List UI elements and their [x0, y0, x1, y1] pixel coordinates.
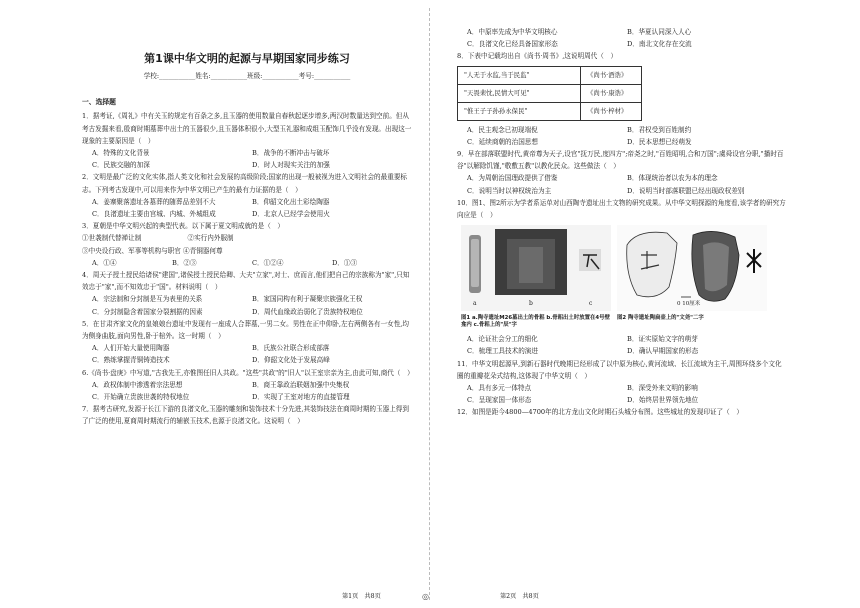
option-d: D．南北文化存在交流 — [627, 40, 692, 49]
answer-options — [82, 379, 412, 403]
option-a: A．特殊的文化背景 — [92, 149, 150, 158]
question-10: 10．图1、图2所示为学者系运单对山西陶寺遗址出土文物的研究成果。从中华文明探源的角度看,该学者的研究方向应是（ ） — [457, 198, 786, 220]
page-2 — [430, 0, 860, 608]
option-c: C．民族交融的加深 — [92, 161, 150, 170]
page-number-left: 第1页 共8页 — [342, 593, 381, 600]
table-row — [458, 84, 642, 102]
option-b: B．家国同构有利于凝聚宗族强化王权 — [252, 295, 363, 304]
question-9: 9．早在部落联盟时代,黄帝尊为天子,设官"抚万民,度四方";帝尧之时,"百姓昭明,合和万国";虞舜设官分职,"播时百谷"以解除饥馑,"敬敷五教"以教化民众。这些做法（ ） — [457, 150, 784, 171]
option-d: D．时人对现实关注的加强 — [252, 161, 330, 170]
option-d: D．仰韶文化处于发展高峰 — [252, 356, 330, 365]
option-a: A．①④ — [92, 258, 117, 267]
option-a: A．政权体制中渗透着宗法思想 — [92, 380, 183, 389]
fig1-label-a: a — [473, 300, 477, 308]
left-question-7: 5．在甘肃齐家文化的皇娘娘台遗址中发现有一座成人合葬墓,一男二女。男性在正中仰卧,左右两侧各有一女性,均为侧身曲肢,面向男性,卧于棺外。这一时期（ ） — [82, 319, 409, 341]
right-questions — [457, 26, 787, 63]
left-question-8: 6.《尚书·盘庚》中写道,"古我先王,亦惟图任旧人共政。"这些"共政"的"旧人"以王室宗亲为主,由此可知,商代（ ） — [82, 368, 414, 377]
table-cell-source: 《尚书·康诰》 — [581, 84, 642, 102]
option-c: C．呈现家国一体形态 — [467, 396, 532, 405]
figure-1-image — [461, 225, 611, 311]
option-d: D．始终居世界领先地位 — [627, 396, 699, 405]
right-question-1: 8．下表中记载均出自《尚书·周书》,这说明周代（ ） — [457, 52, 618, 61]
option-a: A．论证社会分工的细化 — [467, 335, 538, 344]
option-a: A．为周朝治国理政提供了借鉴 — [467, 174, 558, 183]
option-b: B．仰韶文化出土彩绘陶器 — [252, 197, 330, 206]
quote-table — [457, 66, 642, 121]
table-cell-quote: "人无于水监,当于民监" — [458, 66, 581, 84]
answer-options — [82, 293, 412, 317]
option-b: B．君权受到百姓制约 — [627, 125, 692, 134]
option-b: B．深受外来文明的影响 — [627, 384, 698, 393]
table-cell-quote: "天畏棐忱,民情大可见" — [458, 84, 581, 102]
fig1-label-c: c — [589, 300, 593, 308]
left-question-2: 3．夏朝是中华文明兴起的典型代表。以下属于夏文明成就的是（ ） — [82, 222, 285, 231]
option-a: A．中原率先成为中华文明核心 — [467, 28, 558, 36]
q8-options — [457, 124, 787, 148]
fig1-label-b: b — [529, 300, 533, 308]
option-d: D．实现了王室对地方的直接管理 — [252, 393, 350, 402]
answer-options — [82, 257, 412, 269]
page-1-content — [82, 30, 412, 428]
option-c: C．良渚遗址主要由宫城、内城、外城组成 — [92, 210, 216, 219]
option-a: A．宗法制和分封制是互为表里的关系 — [92, 295, 203, 304]
option-b: B．②③ — [172, 258, 197, 267]
option-b: B．证实原始文字的萌芽 — [627, 335, 698, 344]
q11-options — [457, 382, 787, 406]
question-11: 11．中华文明起源早,到新石器时代晚期已经形成了以中原为核心,黄河流域、长江流域为主干,周围环绕多个文化圈的重瓣花朵式结构,这体现了中华文明（ ） — [457, 359, 782, 380]
figure-2 — [617, 225, 767, 331]
option-b: B．战争的不断冲击与破坏 — [252, 149, 330, 158]
section-heading: 一、选择题 — [82, 98, 116, 107]
option-d: D．周代血缘政治弱化了贵族特权地位 — [252, 307, 363, 316]
answer-options — [82, 196, 412, 220]
left-question-6: 4．周天子授土授民给诸侯"建国",诸侯授土授民给卿、大夫"立家",对士、庶而言,他们把自己的宗族称为"家",只知效忠于"家",而不知效忠于"国"。材料说明（ ） — [82, 271, 410, 292]
option-a: A．姜寨聚落遗址各墓葬的随葬品差别不大 — [92, 197, 216, 206]
option-d: D．①③ — [332, 258, 358, 267]
figure-2-scale: 0 10厘米 — [677, 301, 701, 308]
question-12: 12．如图是距今4800—4700年的北方龙山文化时期石头城分布图。这些城址的发现印证了（ ） — [457, 408, 743, 417]
option-d: D．确认早期国家的形态 — [627, 347, 699, 356]
document-title: 第1课中华文明的起源与早期国家同步练习 — [144, 52, 350, 65]
table-row — [458, 66, 642, 84]
option-b: B．华夏认同深入人心 — [627, 28, 692, 36]
left-question-4: ③中央设行政、军事等机构与职官 ④青铜器何尊 — [82, 246, 223, 255]
q9-options — [457, 172, 787, 196]
figure-2-image — [617, 225, 767, 311]
option-c: C．分封制隐含着国家分裂割据的因素 — [92, 307, 203, 316]
option-d: D．说明当时部落联盟已经出现政权差别 — [627, 186, 745, 195]
q10-options — [457, 333, 787, 357]
option-c: C．梳理工具技术的演进 — [467, 347, 538, 356]
page-2-content — [457, 26, 787, 419]
left-question-1: 2．文明是最广泛的文化实体,指人类文化和社会发展的高级阶段;国家的出现一般被视为进入文明社会的最重要标志。下列考古发现中,可以用来作为中华文明已产生的最有力证据的是（ ） — [82, 173, 408, 194]
table-cell-source: 《尚书·梓材》 — [581, 102, 642, 120]
left-question-3: ①世袭制代替禅让制 ②实行内外服制 — [82, 234, 234, 243]
page-number-right: 第2页 共8页 — [500, 593, 539, 600]
option-d: D．北京人已经学会使用火 — [252, 210, 330, 219]
option-a: A．具有多元一体特点 — [467, 384, 532, 393]
option-c: C．开始确立贵族世袭的特权地位 — [92, 393, 190, 402]
option-d: D．民本思想已经萌发 — [627, 137, 692, 146]
left-question-9: 7．据考古研究,发源于长江下游的良渚文化,玉器的雕刻和装饰技术十分先进,其装饰技法在商周时期的玉器上得到了广泛的使用,夏商周时期流行的辅嵌玉技术,也源于良渚文化。这说明（ ） — [82, 405, 409, 426]
option-b: B．体现统治者以农为本的理念 — [627, 174, 718, 183]
table-cell-quote: "惟王子子孙孙永保民" — [458, 102, 581, 120]
option-c: C．延续商朝的治国思想 — [467, 137, 538, 146]
student-info-line: 学校:___________姓名:___________班级:___________考号:___________ — [143, 72, 351, 80]
answer-options — [82, 147, 412, 171]
option-c: C．良渚文化已经具备国家形态 — [467, 40, 558, 49]
option-a: A．人们开始大量使用陶器 — [92, 344, 170, 353]
option-a: A．民主观念已初现端倪 — [467, 125, 538, 134]
left-question-0: 1．据考证,《周礼》中有关玉的规定有百条之多,且玉器的使用数量自春秋起逐步增多,两汉时数量达到空前。但从考古发掘来看,殷商时期墓葬中出土的玉器很少,且玉器体积很小,大型玉礼器和成组玉配饰几乎没有发现。出现这一现象的主要原因是（ ） — [82, 112, 412, 145]
option-b: B．商王靠政治联姻加强中央集权 — [252, 380, 350, 389]
answer-options — [457, 26, 787, 50]
figure-1 — [461, 225, 611, 331]
option-b: B．氏族公社联合形成部落 — [252, 344, 330, 353]
figure-1-caption: 图1 a.陶寺遗址M26墓出土的骨耜 b.骨耜出土时放置在4号壁龛内 c.骨耜上的"辰"字 — [461, 315, 610, 329]
answer-options — [82, 342, 412, 366]
gear-icon: ◎ — [422, 592, 429, 601]
option-c: C．熟练掌握青铜铸造技术 — [92, 356, 170, 365]
left-questions — [82, 110, 412, 427]
option-c: C．说明当时以神权统治为主 — [467, 186, 552, 195]
option-c: C．①②④ — [252, 258, 284, 267]
table-cell-source: 《尚书·酒诰》 — [581, 66, 642, 84]
figure-2-caption: 图2 陶寺遗址陶扁壶上的"文尧"二字 — [617, 315, 704, 322]
table-row — [458, 102, 642, 120]
figures — [461, 225, 787, 331]
